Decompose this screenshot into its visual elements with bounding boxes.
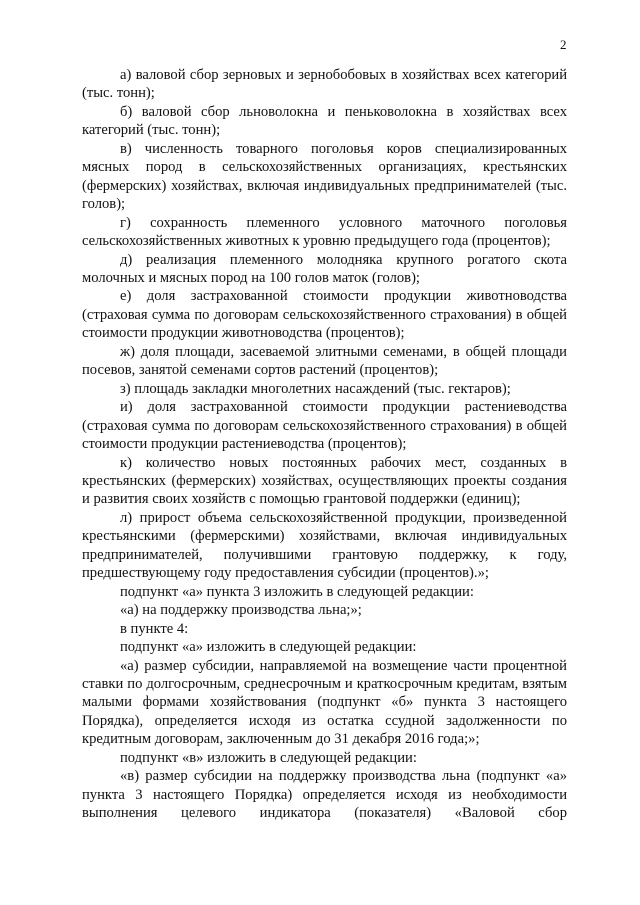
paragraph: подпункт «а» изложить в следующей редакции: xyxy=(120,639,417,656)
paragraph: з) площадь закладки многолетних насаждений (тыс. гектаров); xyxy=(120,380,511,397)
paragraph: «а) размер субсидии, направляемой на возмещение части процентной ставки по долгосрочным, среднесрочным и краткосрочным кредитам, взятым малыми формами хозяйствования (подпункт «б» пункта 3 настоящего Порядка), определяется исходя из остатка ссудной задолженности по кредитным договорам, заключенным до 31 декабря 2016 года;»; xyxy=(82,657,567,748)
paragraph: в пункте 4: xyxy=(120,620,189,637)
paragraph: «в) размер субсидии на поддержку производства льна (подпункт «а» пункта 3 настоящего Порядка) определяется исходя из необходимости выполнения целевого индикатора (показателя) «Валовой сбор xyxy=(82,768,567,822)
page-number: 2 xyxy=(560,37,567,52)
paragraph: и) доля застрахованной стоимости продукции растениеводства (страховая сумма по договорам сельскохозяйственного страхования) в общей стоимости продукции растениеводства (процентов); xyxy=(82,399,567,453)
paragraph: к) количество новых постоянных рабочих мест, созданных в крестьянских (фермерских) хозяйствах, осуществляющих проекты создания и развития своих хозяйств с помощью грантовой поддержки (единиц); xyxy=(82,454,567,508)
paragraph: в) численность товарного поголовья коров специализированных мясных пород в сельскохозяйственных организациях, крестьянских (фермерских) хозяйствах, включая индивидуальных предпринимателей (тыс. голов); xyxy=(82,140,567,213)
paragraph: г) сохранность племенного условного маточного поголовья сельскохозяйственных животных к уровню предыдущего года (процентов); xyxy=(82,214,567,250)
paragraph: ж) доля площади, засеваемой элитными семенами, в общей площади посевов, занятой семенами сортов растений (процентов); xyxy=(82,343,567,379)
paragraph: «а) на поддержку производства льна;»; xyxy=(120,602,362,619)
paragraph: подпункт «а» пункта 3 изложить в следующей редакции: xyxy=(120,583,474,600)
paragraph: подпункт «в» изложить в следующей редакции: xyxy=(120,749,417,766)
paragraph: л) прирост объема сельскохозяйственной продукции, произведенной крестьянскими (фермерскими) хозяйствами, включая индивидуальных предпринимателей, получившими грантовую поддержку, к году, предшествующему году предоставления субсидии (процентов).»; xyxy=(82,509,567,582)
paragraph: б) валовой сбор льноволокна и пеньковолокна в хозяйствах всех категорий (тыс. тонн); xyxy=(82,103,567,139)
paragraph: е) доля застрахованной стоимости продукции животноводства (страховая сумма по договорам сельскохозяйственного страхования) в общей стоимости продукции животноводства (процентов); xyxy=(82,288,567,342)
document-body xyxy=(82,66,567,823)
paragraph: д) реализация племенного молодняка крупного рогатого скота молочных и мясных пород на 100 голов маток (голов); xyxy=(82,251,567,286)
paragraph: а) валовой сбор зерновых и зернобобовых в хозяйствах всех категорий (тыс. тонн); xyxy=(82,67,567,102)
